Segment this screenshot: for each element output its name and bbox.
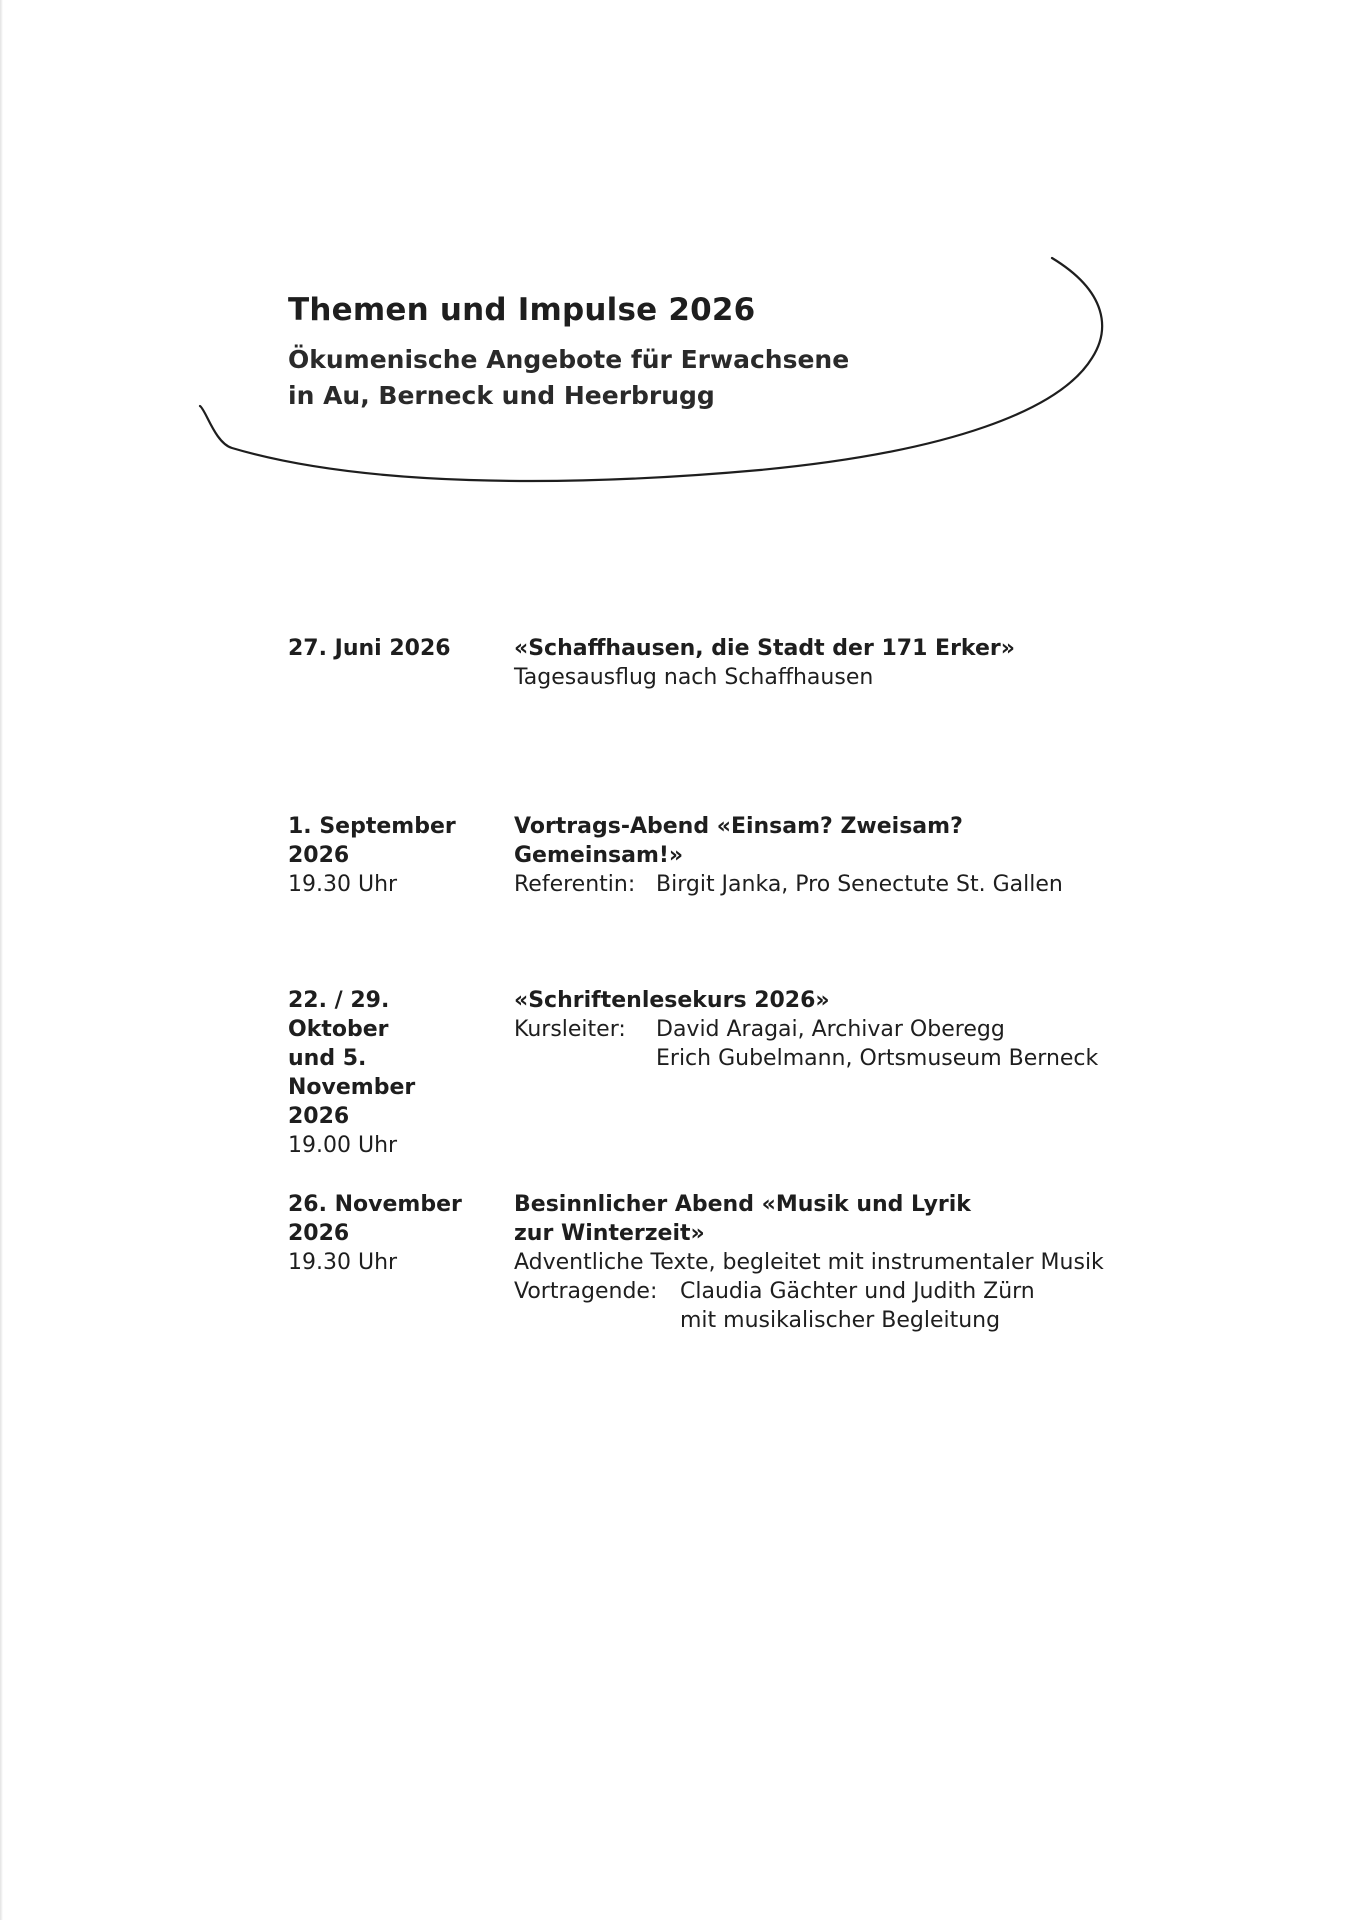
date-text: 22. / 29. Oktober xyxy=(288,988,390,1042)
event-time: 19.30 Uhr xyxy=(288,1250,398,1275)
speaker-row xyxy=(514,1277,1114,1306)
date-text: 2026 xyxy=(288,1104,350,1129)
event-title: zur Winterzeit» xyxy=(514,1221,705,1246)
event-info xyxy=(514,1190,1114,1335)
subtitle-line: Ökumenische Angebote für Erwachsene xyxy=(288,345,850,374)
speaker-row xyxy=(514,1306,1114,1335)
page-title: Themen und Impulse 2026 xyxy=(288,292,756,328)
subtitle-line: in Au, Berneck und Heerbrugg xyxy=(288,381,715,410)
date-text: 1. September xyxy=(288,814,456,839)
speaker-name: mit musikalischer Begleitung xyxy=(680,1308,1001,1333)
speaker-label-spacer xyxy=(514,1306,680,1335)
event-time: 19.30 Uhr xyxy=(288,872,398,897)
speaker-label: Referentin: xyxy=(514,872,636,897)
speaker-row xyxy=(514,870,1114,899)
speaker-label: Kursleiter: xyxy=(514,1017,626,1042)
date-text: 26. November xyxy=(288,1192,462,1217)
event-title: Gemeinsam!» xyxy=(514,843,684,868)
date-text: 27. Juni 2026 xyxy=(288,636,451,661)
event-info xyxy=(514,634,1114,692)
date-text: 2026 xyxy=(288,1221,350,1246)
event-description: Adventliche Texte, begleitet mit instrumentaler Musik xyxy=(514,1250,1104,1275)
event-date xyxy=(288,1190,488,1277)
event-title: Vortrags-Abend «Einsam? Zweisam? xyxy=(514,814,963,839)
event-title: Besinnlicher Abend «Musik und Lyrik xyxy=(514,1192,971,1217)
event-description: Tagesausflug nach Schaffhausen xyxy=(514,665,874,690)
decorative-swoosh xyxy=(0,0,1358,520)
speaker-name: David Aragai, Archivar Oberegg xyxy=(656,1017,1005,1042)
speaker-name: Erich Gubelmann, Ortsmuseum Berneck xyxy=(656,1046,1099,1071)
document-header xyxy=(288,292,849,414)
event-date xyxy=(288,812,488,899)
speaker-label-spacer xyxy=(514,1044,656,1073)
event-date xyxy=(288,634,488,663)
speaker-row xyxy=(514,1015,1114,1044)
speaker-name: Birgit Janka, Pro Senectute St. Gallen xyxy=(656,872,1063,897)
event-title: «Schaffhausen, die Stadt der 171 Erker» xyxy=(514,636,1015,661)
date-text: 2026 xyxy=(288,843,350,868)
speaker-row xyxy=(514,1044,1114,1073)
event-date xyxy=(288,986,488,1160)
page-subtitle xyxy=(288,342,849,414)
event-title: «Schriftenlesekurs 2026» xyxy=(514,988,830,1013)
speaker-name: Claudia Gächter und Judith Zürn xyxy=(680,1279,1035,1304)
event-info xyxy=(514,986,1114,1073)
event-info xyxy=(514,812,1114,899)
date-text: und 5. November xyxy=(288,1046,416,1100)
event-time: 19.00 Uhr xyxy=(288,1133,398,1158)
speaker-label: Vortragende: xyxy=(514,1279,658,1304)
